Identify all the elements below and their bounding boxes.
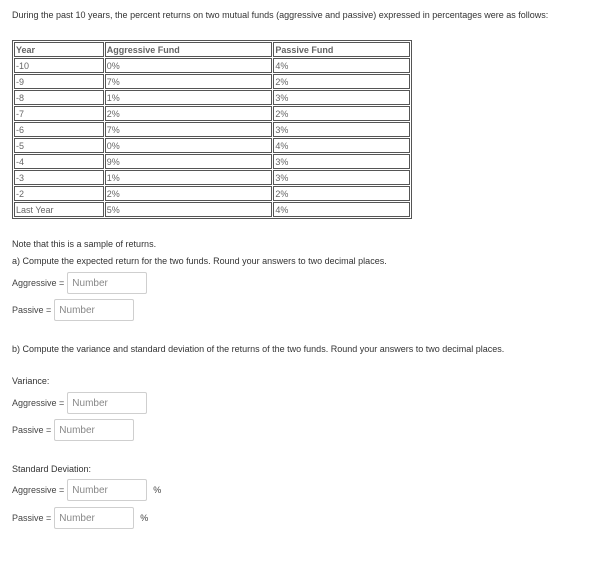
passive-return-cell: 3% bbox=[273, 170, 410, 185]
year-cell: Last Year bbox=[14, 202, 104, 217]
variance-passive-row bbox=[12, 418, 134, 442]
aggressive-return-cell: 7% bbox=[105, 74, 273, 89]
expected-passive-row bbox=[12, 298, 134, 322]
std-dev-heading: Standard Deviation: bbox=[12, 464, 92, 474]
table-row bbox=[14, 154, 410, 169]
passive-return-cell: 2% bbox=[273, 186, 410, 201]
year-cell: -8 bbox=[14, 90, 104, 105]
variance-aggressive-input[interactable] bbox=[67, 392, 147, 414]
std-passive-row bbox=[12, 506, 148, 530]
std-aggressive-input[interactable] bbox=[67, 479, 147, 501]
table-row bbox=[14, 170, 410, 185]
year-cell: -2 bbox=[14, 186, 104, 201]
passive-return-cell: 4% bbox=[273, 202, 410, 217]
header-passive-fund: Passive Fund bbox=[273, 42, 410, 57]
intro-text: During the past 10 years, the percent returns on two mutual funds (aggressive and passive) expressed in percentages were as follows: bbox=[12, 10, 549, 20]
passive-return-cell: 2% bbox=[273, 106, 410, 121]
aggressive-return-cell: 0% bbox=[105, 58, 273, 73]
variance-passive-label: Passive = bbox=[12, 425, 52, 435]
year-cell: -4 bbox=[14, 154, 104, 169]
header-year: Year bbox=[14, 42, 104, 57]
table-header-row bbox=[14, 42, 410, 57]
table-row bbox=[14, 186, 410, 201]
passive-return-cell: 3% bbox=[273, 90, 410, 105]
std-aggressive-percent: % bbox=[153, 485, 162, 495]
variance-aggressive-label: Aggressive = bbox=[12, 398, 65, 408]
table-row bbox=[14, 90, 410, 105]
expected-passive-label: Passive = bbox=[12, 305, 52, 315]
aggressive-return-cell: 5% bbox=[105, 202, 273, 217]
header-aggressive-fund: Aggressive Fund bbox=[105, 42, 273, 57]
year-cell: -9 bbox=[14, 74, 104, 89]
expected-passive-input[interactable] bbox=[54, 299, 134, 321]
table-body bbox=[14, 58, 410, 217]
variance-heading: Variance: bbox=[12, 376, 50, 386]
aggressive-return-cell: 1% bbox=[105, 90, 273, 105]
aggressive-return-cell: 1% bbox=[105, 170, 273, 185]
passive-return-cell: 3% bbox=[273, 154, 410, 169]
std-aggressive-row bbox=[12, 478, 161, 502]
variance-aggressive-row bbox=[12, 391, 147, 415]
std-passive-percent: % bbox=[140, 513, 149, 523]
table-row bbox=[14, 106, 410, 121]
passive-return-cell: 4% bbox=[273, 58, 410, 73]
table-row bbox=[14, 74, 410, 89]
aggressive-return-cell: 0% bbox=[105, 138, 273, 153]
year-cell: -5 bbox=[14, 138, 104, 153]
expected-aggressive-row bbox=[12, 271, 147, 295]
expected-aggressive-label: Aggressive = bbox=[12, 278, 65, 288]
passive-return-cell: 3% bbox=[273, 122, 410, 137]
aggressive-return-cell: 2% bbox=[105, 186, 273, 201]
year-cell: -10 bbox=[14, 58, 104, 73]
part-a-prompt: a) Compute the expected return for the two funds. Round your answers to two decimal places. bbox=[12, 256, 387, 266]
sample-note: Note that this is a sample of returns. bbox=[12, 239, 157, 249]
std-passive-input[interactable] bbox=[54, 507, 134, 529]
returns-table bbox=[12, 40, 412, 219]
aggressive-return-cell: 7% bbox=[105, 122, 273, 137]
table-row bbox=[14, 58, 410, 73]
part-b-prompt: b) Compute the variance and standard deviation of the returns of the two funds. Round your answers to two decimal places. bbox=[12, 344, 505, 354]
year-cell: -3 bbox=[14, 170, 104, 185]
aggressive-return-cell: 9% bbox=[105, 154, 273, 169]
expected-aggressive-input[interactable] bbox=[67, 272, 147, 294]
std-aggressive-label: Aggressive = bbox=[12, 485, 65, 495]
table-row bbox=[14, 122, 410, 137]
aggressive-return-cell: 2% bbox=[105, 106, 273, 121]
variance-passive-input[interactable] bbox=[54, 419, 134, 441]
year-cell: -7 bbox=[14, 106, 104, 121]
std-passive-label: Passive = bbox=[12, 513, 52, 523]
table-row bbox=[14, 138, 410, 153]
table-row bbox=[14, 202, 410, 217]
passive-return-cell: 2% bbox=[273, 74, 410, 89]
year-cell: -6 bbox=[14, 122, 104, 137]
passive-return-cell: 4% bbox=[273, 138, 410, 153]
